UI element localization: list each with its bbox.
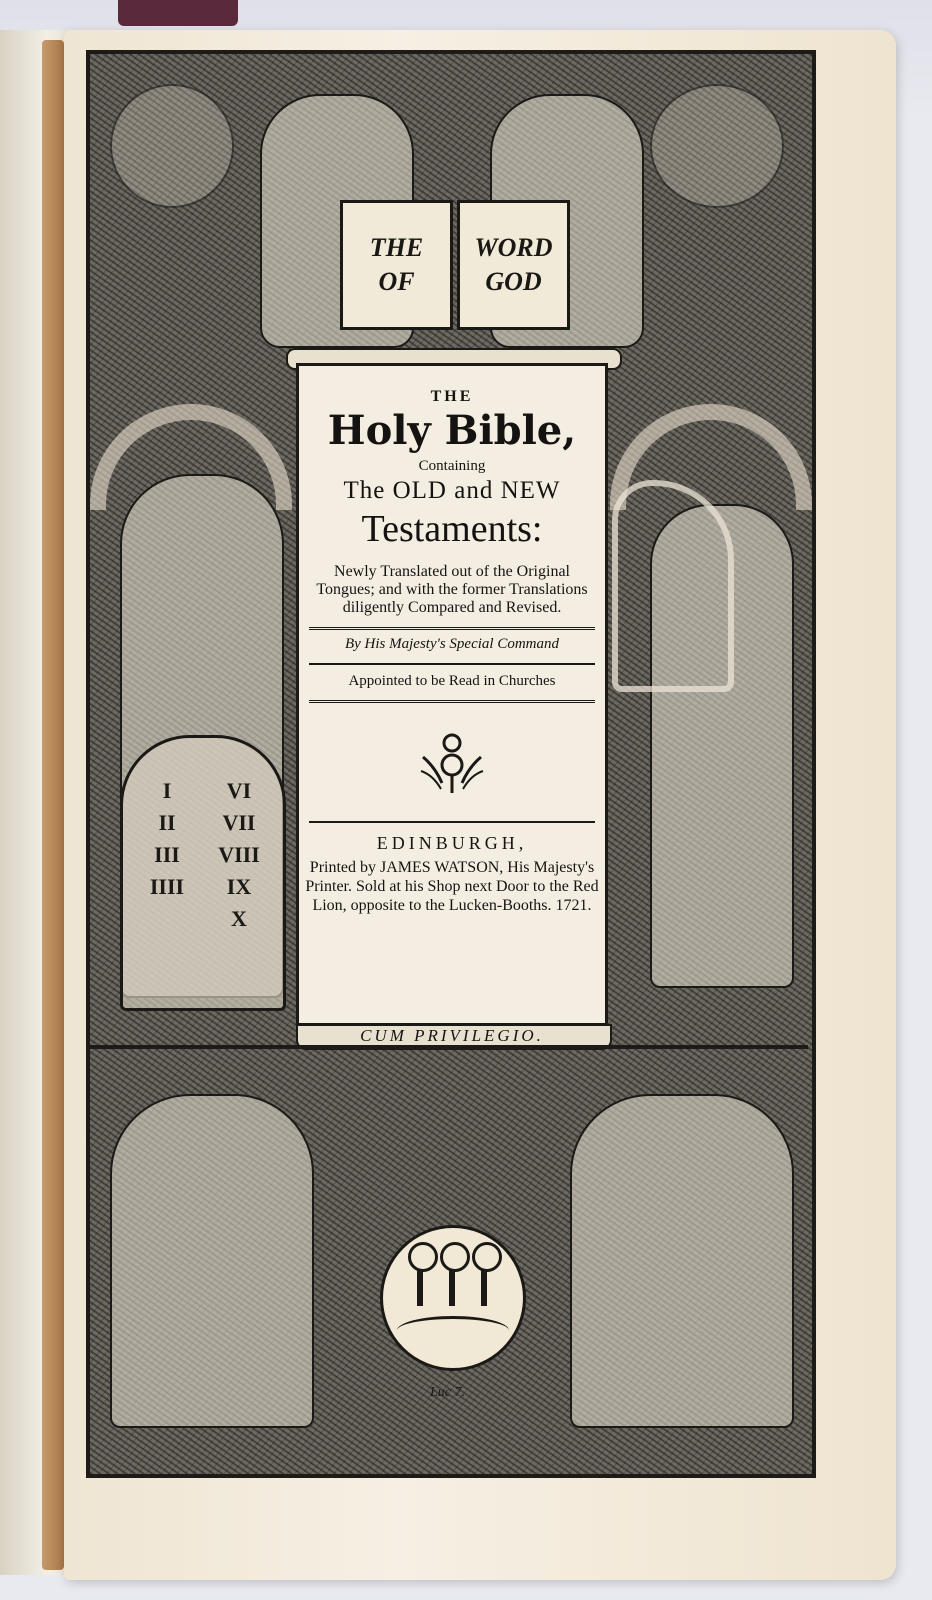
bookmark-ribbon <box>118 0 238 26</box>
imprint-text: Printed by JAMES WATSON, His Majesty's Printer. Sold at his Shop next Door to the Red Lion, opposite to the Lucken-Booths. 1721. <box>305 859 599 914</box>
lower-panel-border <box>86 1045 808 1049</box>
lily-icon <box>417 1246 423 1306</box>
title-panel <box>296 363 608 1026</box>
tablet-numeral: VII <box>222 810 256 835</box>
tablet-numeral: VIII <box>218 842 260 867</box>
tablet-numeral: VI <box>226 778 252 803</box>
angel-right <box>650 84 784 208</box>
three-lilies-cartouche <box>380 1225 526 1371</box>
book-page-left: THE OF <box>340 200 453 330</box>
lower-panel-inscription: Luc 7. <box>430 1385 465 1400</box>
open-book-word-of-god <box>340 200 570 330</box>
title-holy-bible: Holy Bible, <box>327 407 577 454</box>
leather-cover-edge <box>42 40 64 1570</box>
cum-privilegio: CUM PRIVILEGIO. <box>360 1026 544 1045</box>
tablet-numeral: IX <box>226 874 252 899</box>
title-the: THE <box>430 388 474 405</box>
title-containing: Containing <box>418 458 486 474</box>
divider <box>309 627 595 630</box>
divider <box>309 821 595 823</box>
title-old-new: The OLD and NEW <box>343 477 561 504</box>
thistle-icon <box>417 727 487 797</box>
divider <box>309 663 595 665</box>
evangelist-right <box>570 1094 794 1428</box>
harp-icon <box>612 480 734 692</box>
imprint-city: EDINBURGH, <box>376 833 528 853</box>
lily-icon <box>449 1246 455 1306</box>
title-testaments: Testaments: <box>361 508 543 550</box>
title-command: By His Majesty's Special Command <box>344 636 559 652</box>
tablet-numeral: I <box>162 778 172 803</box>
angel-left <box>110 84 234 208</box>
ten-commandments-tablet <box>120 735 286 1011</box>
tablet-numeral: II <box>158 810 176 835</box>
ground-line <box>397 1316 509 1345</box>
book-page-right: WORD GOD <box>457 200 570 330</box>
tablet-numeral: III <box>154 842 180 867</box>
evangelist-left <box>110 1094 314 1428</box>
title-translated-note: Newly Translated out of the Original Tongues; and with the former Translations diligently Compared and Revised. <box>316 563 588 616</box>
divider <box>309 700 595 703</box>
tablet-numeral: X <box>231 906 247 931</box>
title-appointed: Appointed to be Read in Churches <box>348 673 556 689</box>
tablet-numeral: IIII <box>149 874 185 899</box>
lily-icon <box>481 1246 487 1306</box>
